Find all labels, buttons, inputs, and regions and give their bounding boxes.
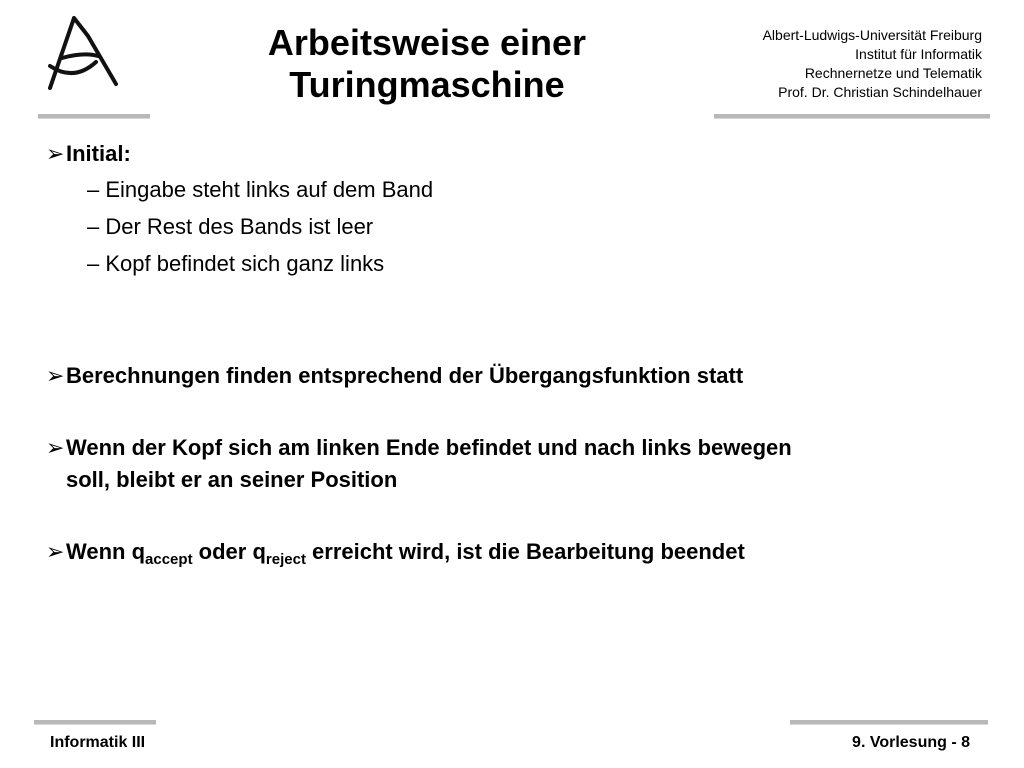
header-rule-right [714,114,990,119]
bullet-left-edge-line2: soll, bleibt er an seiner Position [66,467,398,492]
affiliation-university: Albert-Ludwigs-Universität Freiburg [762,27,982,43]
footer-page-number: 9. Vorlesung - 8 [852,734,970,751]
bullet-initial [46,138,131,170]
bullet-arrow-icon: ➢ [46,141,65,166]
bullet-arrow-icon: ➢ [46,539,65,564]
bullet-left-edge [46,432,792,496]
footer-course: Informatik III [50,734,146,751]
bullet-arrow-icon: ➢ [46,435,65,460]
subitem-head-left: – Kopf befindet sich ganz links [87,251,385,276]
bullet-initial-label: Initial: [66,141,131,166]
slide-title-line2: Turingmaschine [289,64,565,105]
bullet-left-edge-line1: Wenn der Kopf sich am linken Ende befindet und nach links bewegen [66,435,792,460]
bullet-computation-text: Berechnungen finden entsprechend der Übergangsfunktion statt [66,363,744,388]
bullet-arrow-icon: ➢ [46,363,65,388]
subitem-rest-empty: – Der Rest des Bands ist leer [87,214,374,239]
halting-part1: Wenn q [66,539,146,564]
state-accept-subscript: accept [145,551,193,568]
header-rule-left [38,114,150,119]
footer-rule-right [790,720,988,725]
affiliation-professor: Prof. Dr. Christian Schindelhauer [778,84,982,100]
subitem-input: – Eingabe steht links auf dem Band [87,177,434,202]
affiliation-institute: Institut für Informatik [855,46,982,62]
affiliation-chair: Rechnernetze und Telematik [804,65,982,81]
bullet-halting-text [66,536,745,568]
slide-title-line1: Arbeitsweise einer [267,22,587,63]
footer-rule-left [34,720,156,725]
halting-part2: oder q [192,539,266,564]
university-logo [36,14,122,96]
slide-title [222,22,632,106]
state-reject-subscript: reject [265,551,306,568]
bullet-halting [46,536,745,568]
halting-part3: erreicht wird, ist die Bearbeitung beendet [305,539,745,564]
affiliation-block [662,26,982,102]
bullet-computation [46,360,743,392]
